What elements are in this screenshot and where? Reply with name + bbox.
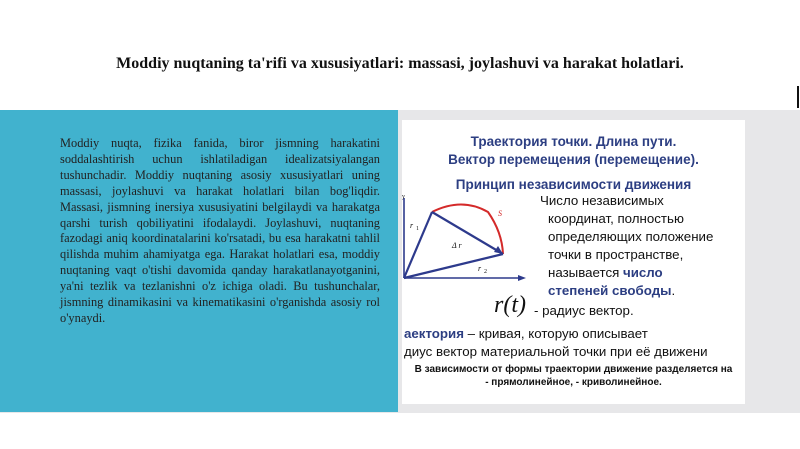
radius-vector-caption: - радиус вектор.	[534, 303, 634, 318]
trajectory-rest: – кривая, которую описывает	[463, 326, 648, 341]
freedom-line-3: определяющих положение	[548, 229, 714, 244]
freedom-dot: .	[671, 283, 676, 298]
freedom-term-number: число	[623, 265, 663, 280]
body-paragraph: Moddiy nuqta, fizika fanida, biror jismning harakatini soddalashtirish uchun ishlatiladigan idealizatsiyalangan tushunchadir. Moddiy nuqtaning asosiy xususiyatlari uning massasi, joylashuvi va harakat holatlari bilan bog'liqdir. Massasi, jismning inersiya xususiyatini belgilaydi va harakatga qarshi turish qobiliyatini ifodalaydi. Joylashuvi, nuqtaning fazodagi aniq koordinatalarini ko'rsatadi, bu esa harakatni tahlil qilishda muhim ahamiyatga ega. Harakat holatlari esa, moddiy nuqtaning vaqt o'tishi davomida qanday harakatlanayotganini, ya'ni tezlik va tezlanishni o'z ichiga oladi. Bu tushunchalar, jismning dinamikasini va kinematikasini o'rganishda asosiy rol o'ynaydi.	[60, 136, 380, 325]
radius-vector-1	[404, 212, 432, 278]
trajectory-term: аектория	[404, 326, 464, 341]
x-axis-arrow	[518, 275, 526, 281]
trajectory-definition-1	[404, 326, 648, 341]
freedom-line-2: координат, полностью	[548, 211, 684, 226]
slide-heading-displacement: Вектор перемещения (перемещение).	[448, 152, 699, 167]
freedom-plain: называется	[548, 265, 623, 280]
radius-vector-2	[404, 254, 503, 278]
freedom-line-4: точки в пространстве,	[548, 247, 684, 262]
freedom-line-5	[548, 265, 663, 280]
trajectory-split-line-2: - прямолинейное, - криволинейное.	[485, 377, 662, 388]
label-r1-sub: 1	[416, 226, 419, 232]
label-s: S	[498, 209, 502, 218]
page-title: Moddiy nuqtaning ta'rifi va xususiyatlari: massasi, joylashuvi va harakat holatlari.	[116, 55, 684, 72]
freedom-term-degrees: степеней свободы	[548, 283, 672, 298]
label-delta-r: Δ r	[452, 241, 462, 250]
trajectory-split-line-1: В зависимости от формы траектории движение разделяется на	[414, 364, 733, 375]
label-r2-sub: 2	[484, 269, 487, 275]
freedom-line-6	[548, 283, 675, 298]
slide-heading-principle: Принцип независимости движения	[455, 177, 692, 192]
radius-vector-symbol: r(t)	[494, 292, 526, 318]
edge-marker	[797, 86, 799, 108]
trajectory-definition-2: диус вектор материальной точки при её движени	[404, 344, 708, 359]
label-tick: y	[402, 194, 405, 200]
label-r2: r	[478, 264, 482, 273]
label-r1: r	[410, 221, 414, 230]
freedom-line-1: Число независимых	[540, 193, 664, 208]
trajectory-diagram	[402, 192, 532, 282]
slide-heading-trajectory: Траектория точки. Длина пути.	[470, 134, 677, 149]
physics-slide-image	[402, 120, 745, 404]
